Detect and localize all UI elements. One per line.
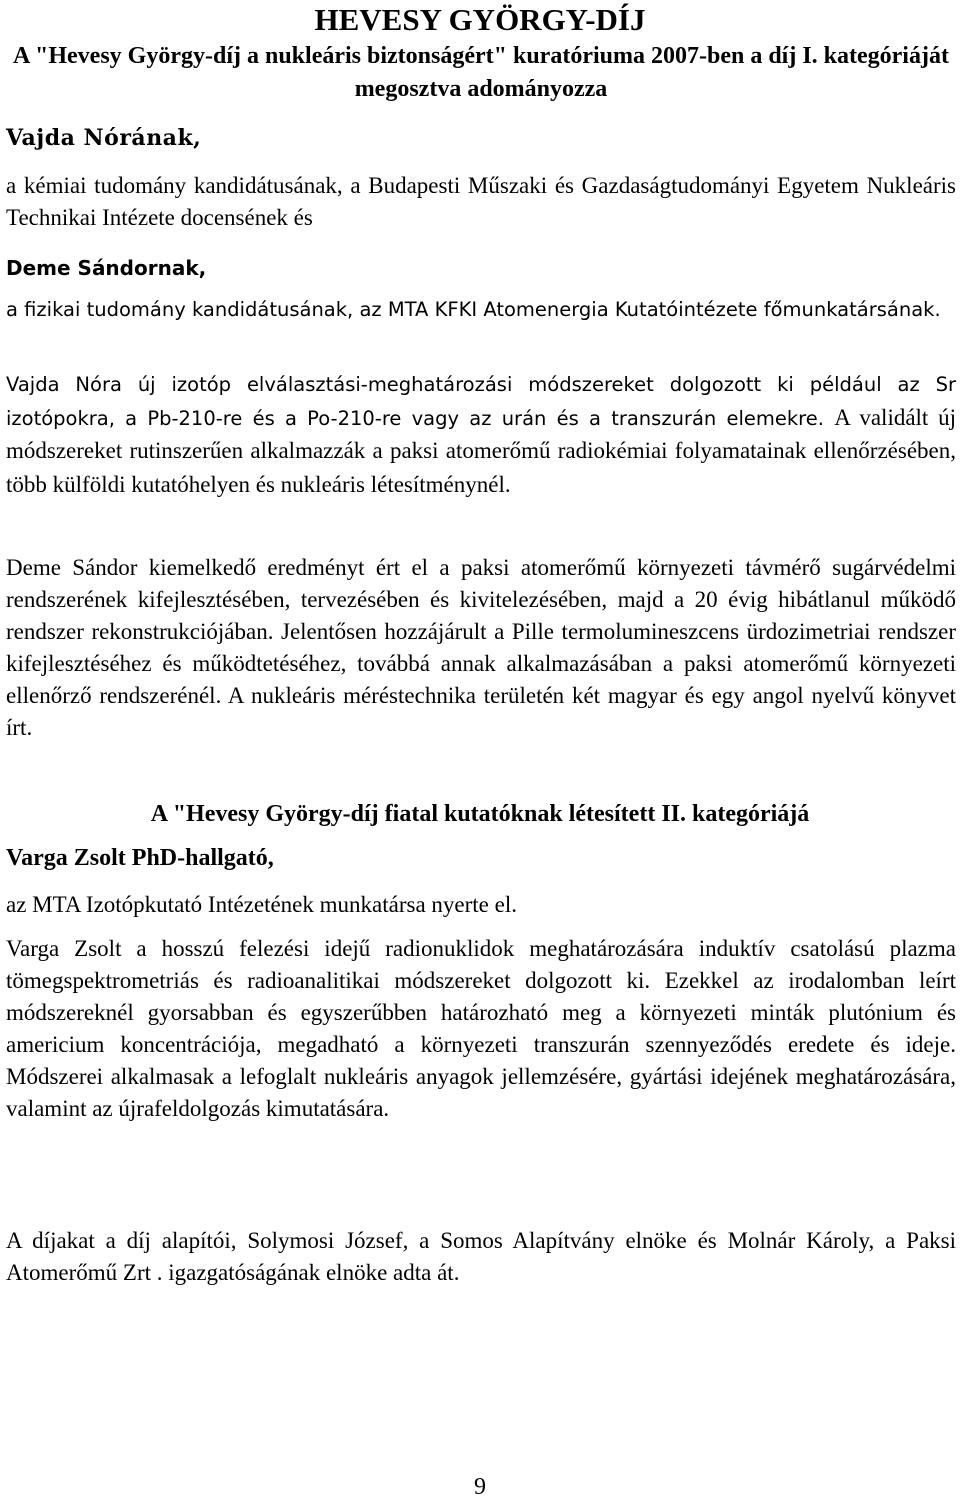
vajda-work-sentence-2: A validált új módszereket rutinszerűen alkalmazzák a paksi atomerőmű radiokémiai folyamatainak ellenőrzésében, több külföldi kutatóhelyen és nukleáris létesítménynél. [6,404,957,497]
award-intro-heading: A "Hevesy György-díj a nukleáris biztonságért" kuratóriuma 2007-ben a díj I. kategóriáját megosztva adományozza [13,43,949,102]
varga-work-paragraph: Varga Zsolt a hosszú felezési idejű radionuklidok meghatározására induktív csatolású plazma tömegspektrometriás és radioanalitikai módszereket dolgozott ki. Ezekkel az irodalomban leírt módszereknél gyorsabban és egyszerűbben határozható meg a környezeti minták plutónium és americium koncentrációja, megadható a környezeti transzurán szennyeződés eredete és ideje. Módszerei alkalmasak a lefoglalt nukleáris anyagok jellemzésére, gyártási idejének meghatározására, valamint az újrafeldolgozás kimutatására. [6,936,956,1121]
vajda-work-sentence-1: Vajda Nóra új izotóp elválasztási-meghatározási módszereket dolgozott ki például az Sr izotópokra, a Pb-210-re és a Po-210-re vagy az urán és a transzurán elemekre. [6,373,956,430]
awardee-name-vajda: Vajda Nórának, [6,125,202,151]
awardee-description-vajda: a kémiai tudomány kandidátusának, a Budapesti Műszaki és Gazdaságtudományi Egyetem Nukleáris Technikai Intézete docensének és [6,173,956,230]
deme-work-paragraph: Deme Sándor kiemelkedő eredményt ért el a paksi atomerőmű környezeti távmérő sugárvédelmi rendszerének kifejlesztésében, tervezésében és kivitelezésében, majd a 20 évig hibátlanul működő rendszer rekonstrukciójában. Jelentősen hozzájárult a Pille termolumineszcens ürdozimetriai rendszer kifejlesztéséhez és működtetéséhez, továbbá annak alkalmazásában a paksi atomerőmű környezeti ellenőrző rendszerénél. A nukleáris méréstechnika területén két magyar és egy angol nyelvű könyvet írt. [6,555,956,740]
awardee-name-varga: Varga Zsolt PhD-hallgató, [6,845,274,871]
awardee-name-deme: Deme Sándornak, [6,256,207,280]
page-number: 9 [474,1474,486,1500]
awardee-description-varga: az MTA Izotópkutató Intézetének munkatársa nyerte el. [6,892,517,917]
document-title: HEVESY GYÖRGY-DÍJ [314,2,646,37]
awardee-description-deme: a fizikai tudomány kandidátusának, az MTA KFKI Atomenergia Kutatóintézete főmunkatársának. [6,298,941,321]
vajda-work-paragraph [6,369,956,502]
closing-paragraph: A díjakat a díj alapítói, Solymosi József, a Somos Alapítvány elnöke és Molnár Károly, a Paksi Atomerőmű Zrt . igazgatóságának elnöke adta át. [6,1228,956,1285]
category-2-heading: A "Hevesy György-díj fiatal kutatóknak létesített II. kategóriájá [150,801,810,827]
